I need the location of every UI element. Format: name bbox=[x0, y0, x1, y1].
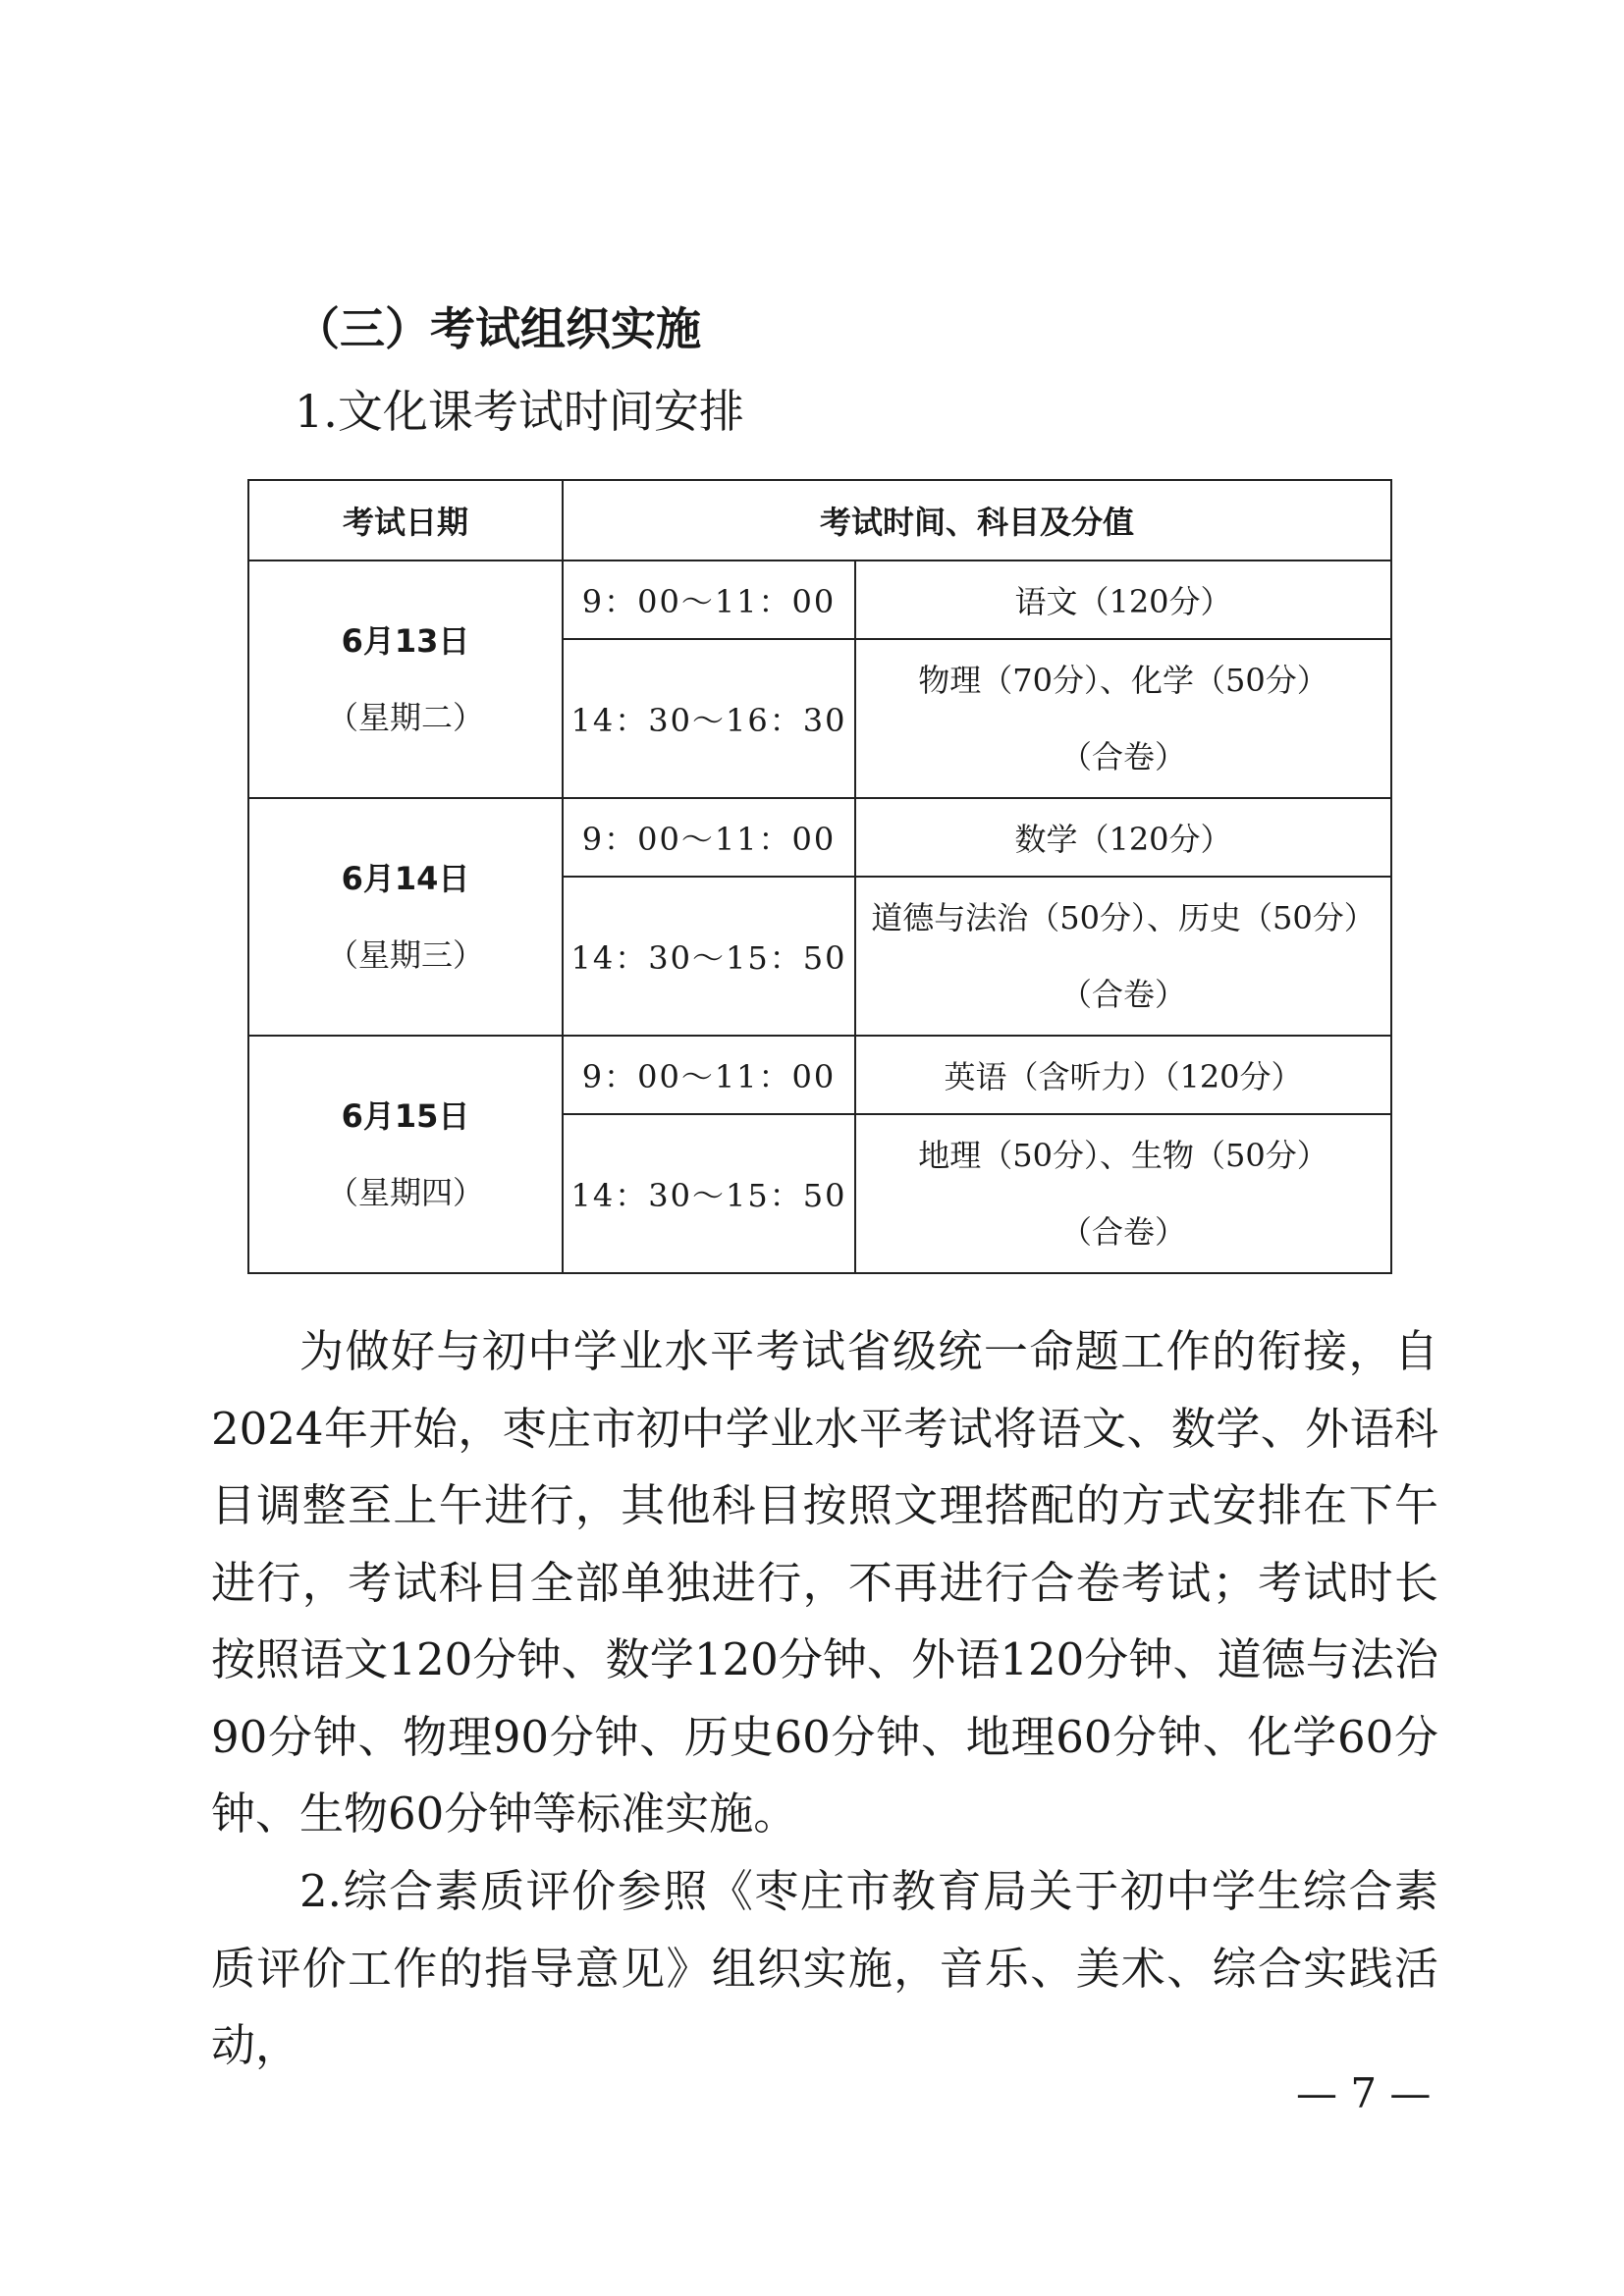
table-row bbox=[248, 1036, 1391, 1114]
exam-time: 14：30～16：30 bbox=[563, 639, 855, 798]
exam-subject-cell bbox=[855, 1114, 1391, 1273]
exam-date: 6月13日 bbox=[341, 622, 470, 660]
exam-subject: 地理（50分）、生物（50分） bbox=[918, 1137, 1328, 1174]
schedule-subheading: 1.文化课考试时间安排 bbox=[295, 385, 744, 438]
exam-time: 9：00～11：00 bbox=[563, 561, 855, 639]
exam-weekday: （星期二） bbox=[326, 699, 484, 736]
exam-subject-cell bbox=[855, 877, 1391, 1036]
exam-note: （合卷） bbox=[1060, 1213, 1187, 1251]
exam-subject: 数学（120分） bbox=[855, 798, 1391, 877]
exam-time: 14：30～15：50 bbox=[563, 1114, 855, 1273]
exam-weekday: （星期四） bbox=[326, 1174, 484, 1211]
exam-subject: 物理（70分）、化学（50分） bbox=[918, 662, 1328, 699]
section-heading: （三）考试组织实施 bbox=[295, 302, 701, 355]
date-cell bbox=[248, 798, 563, 1036]
exam-subject: 英语（含听力）（120分） bbox=[855, 1036, 1391, 1114]
exam-date: 6月15日 bbox=[341, 1097, 470, 1135]
exam-note: （合卷） bbox=[1060, 738, 1187, 775]
date-cell bbox=[248, 1036, 563, 1273]
body-paragraph-1: 为做好与初中学业水平考试省级统一命题工作的衔接，自2024年开始，枣庄市初中学业水平考试将语文、数学、外语科目调整至上午进行，其他科目按照文理搭配的方式安排在下午进行，考试科目全部单独进行，不再进行合卷考试；考试时长按照语文120分钟、数学120分钟、外语120分钟、道德与法治90分钟、物理90分钟、历史60分钟、地理60分钟、化学60分钟、生物60分钟等标准实施。 bbox=[211, 1325, 1438, 1840]
exam-note: （合卷） bbox=[1060, 976, 1187, 1013]
exam-time: 9：00～11：00 bbox=[563, 1036, 855, 1114]
header-exam-date: 考试日期 bbox=[248, 480, 563, 561]
table-row bbox=[248, 561, 1391, 639]
exam-schedule-table bbox=[247, 479, 1392, 1274]
body-paragraph-2: 2.综合素质评价参照《枣庄市教育局关于初中学生综合素质评价工作的指导意见》组织实施，音乐、美术、综合实践活动， bbox=[211, 1865, 1438, 2071]
page-number: — 7 — bbox=[1296, 2069, 1432, 2117]
table-row bbox=[248, 798, 1391, 877]
exam-subject-cell bbox=[855, 639, 1391, 798]
exam-subject: 道德与法治（50分）、历史（50分） bbox=[871, 899, 1376, 936]
exam-subject: 语文（120分） bbox=[855, 561, 1391, 639]
exam-date: 6月14日 bbox=[341, 860, 470, 897]
exam-time: 9：00～11：00 bbox=[563, 798, 855, 877]
date-cell bbox=[248, 561, 563, 798]
header-exam-time-subject: 考试时间、科目及分值 bbox=[563, 480, 1391, 561]
exam-weekday: （星期三） bbox=[326, 936, 484, 974]
exam-time: 14：30～15：50 bbox=[563, 877, 855, 1036]
table-header-row bbox=[248, 480, 1391, 561]
